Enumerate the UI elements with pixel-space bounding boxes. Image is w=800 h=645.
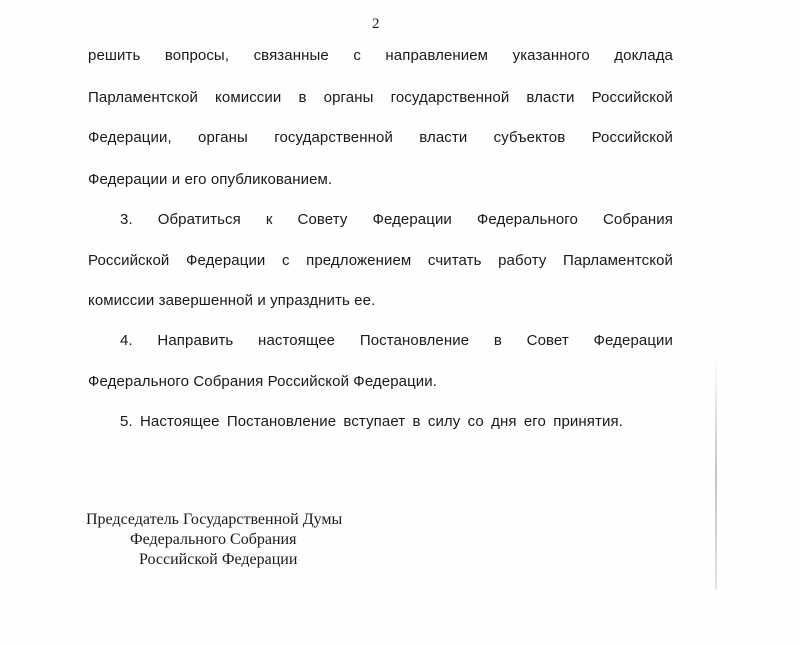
- paragraph-3-line-2: Российской Федерации с предложением считать работу Парламентской: [88, 252, 673, 269]
- paragraph-3-line-1: 3. Обратиться к Совету Федерации Федерального Собрания: [120, 211, 673, 228]
- paragraph-5-line-1: 5. Настоящее Постановление вступает в силу со дня его принятия.: [120, 413, 623, 430]
- signature-title-line-2: Федерального Собрания: [130, 531, 297, 548]
- paragraph-4-line-2: Федерального Собрания Российской Федерации.: [88, 373, 438, 390]
- page-number: 2: [372, 16, 380, 32]
- paragraph-1-line-2: Парламентской комиссии в органы государственной власти Российской: [88, 89, 673, 106]
- signature-title-line-3: Российской Федерации: [139, 551, 298, 568]
- paragraph-3-line-3: комиссии завершенной и упразднить ее.: [88, 292, 376, 309]
- paragraph-4-line-1: 4. Направить настоящее Постановление в Совет Федерации: [120, 332, 673, 349]
- paragraph-1-line-3: Федерации, органы государственной власти субъектов Российской: [88, 129, 673, 146]
- signature-title-line-1: Председатель Государственной Думы: [86, 511, 343, 528]
- scan-edge-mark: [715, 360, 717, 590]
- paragraph-1-line-1: решить вопросы, связанные с направлением указанного доклада: [88, 47, 673, 64]
- paragraph-1-line-4: Федерации и его опубликованием.: [88, 171, 333, 188]
